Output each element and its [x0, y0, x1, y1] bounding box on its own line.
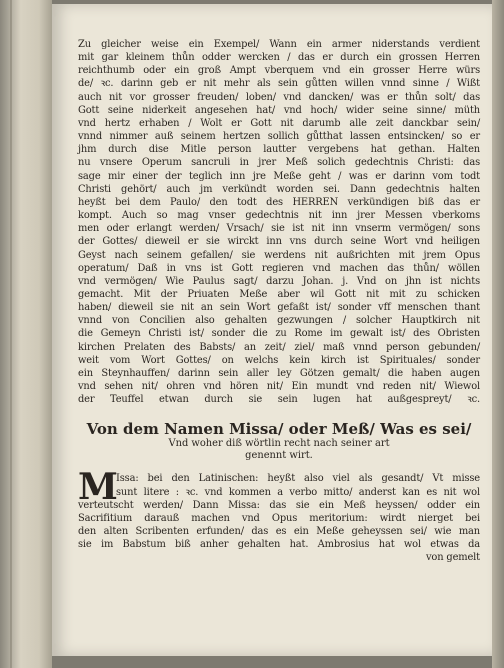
- text-line: verteutscht werden/ Dann Missa: das sie ein Meß heyssen/ odder ein: [78, 499, 480, 511]
- text-line: de/ ꝛc. darinn geb er nit mehr als sein gůtten willen vnnd sinne / Wißt: [78, 78, 480, 90]
- section-paragraph: [78, 466, 480, 564]
- catchword: von gemelt: [425, 552, 480, 564]
- page-text: [78, 38, 480, 564]
- text-line: ein Steynhauffen/ darinn sein aller ley Götzen gemalt/ die haben augen: [78, 367, 480, 379]
- text-line: operatum/ Daß in vns ist Gott regieren vnd machen das thůn/ wöllen: [78, 262, 480, 274]
- section-heading: [78, 420, 480, 462]
- text-line: Sacrifitium darauß machen vnd Opus meritorium: wirdt nierget bei: [78, 512, 480, 524]
- text-line: vnd hertz erhaben / Wolt er Gott nit darumb alle zeit danckbar sein/: [78, 117, 480, 129]
- text-line: jhm durch dise Mitle person lautter vergebens hat gethan. Halten: [78, 144, 480, 156]
- facing-page-edge: [0, 0, 52, 668]
- text-line: heyßt bei dem Paulo/ den todt des HERREN verkündigen biß das er: [78, 196, 480, 208]
- text-line: mit gar kleinem thůn odder wercken / das er durch ein grossen Herren: [78, 52, 480, 64]
- text-line: weit vom Wort Gottes/ on welchs kein kirch ist Spirituales/ sonder: [78, 354, 480, 366]
- text-line: vnd vermögen/ Wie Paulus sagt/ darzu Johan. j. Vnd on jhn ist nichts: [78, 275, 480, 287]
- text-line: haben/ dieweil sie nit an sein Wort gefaßt ist/ sonder vff menschen thant: [78, 302, 480, 314]
- text-line: reichthumb oder ein groß Ampt vberquem vnd ein grosser Herre würs: [78, 65, 480, 77]
- text-line: sie im Babstum biß anher gehalten hat. Ambrosius hat wol etwas da: [78, 539, 480, 551]
- text-line: Christi gehört/ auch jm verkündt worden sei. Dann gedechtnis halten: [78, 183, 480, 195]
- text-line: sage mir einer der teglich inn jre Meße geht / was er darinn vom todt: [78, 170, 480, 182]
- page-fore-edge: [492, 0, 504, 668]
- text-line: sunt litere : ꝛc. vnd kommen a verbo mitto/ anderst kan es nit wol: [116, 486, 480, 498]
- text-line: kompt. Auch so mag vnser gedechtnis nit inn jrer Messen vberkoms: [78, 210, 480, 222]
- heading-title: Von dem Namen Missa/ oder Meß/ Was es sei/: [86, 420, 472, 439]
- text-line: nu vnsere Operum sancruli in jrer Meß solich gedechtnis Christi: das: [78, 157, 480, 169]
- text-line: Zu gleicher weise ein Exempel/ Wann ein armer niderstands verdient: [78, 39, 480, 50]
- text-line: der Gottes/ dieweil er sie wirckt inn vns durch seine Wort vnd heiligen: [78, 236, 480, 248]
- decorated-initial: M: [78, 466, 118, 509]
- heading-subtitle-2: genennt wirt.: [245, 450, 313, 462]
- text-line: Issa: bei den Latinischen: heyßt also viel als gesandt/ Vt misse: [116, 473, 480, 485]
- text-line: die Gemeyn Christi ist/ sonder die zu Rome im gewalt ist/ des Obristen: [78, 328, 480, 340]
- text-line: gemacht. Mit der Priuaten Meße aber wil Gott nit mit zu schicken: [78, 288, 480, 300]
- text-line: der Teuffel etwan durch sie sein lugen hat außgespreyt/ ꝛc.: [78, 394, 480, 406]
- text-line: vnnd nimmer auß seinem hertzen sollich gůtthat lassen entsincken/ so er: [78, 131, 480, 143]
- body-paragraph: [78, 38, 480, 406]
- text-line: vnd sehen nit/ ohren vnd hören nit/ Ein mundt vnd reden nit/ Wiewol: [78, 381, 480, 393]
- text-line: den alten Scribenten erfunden/ das es ein Meße geheyssen sei/ wie man: [78, 526, 480, 537]
- text-line: Gott seine niderkeit angesehen hat/ vnd hoch/ wider seine sinne/ müth: [78, 104, 480, 116]
- text-line: auch nit vor grosser freuden/ loben/ vnd dancken/ was er thůn solt/ das: [78, 91, 480, 103]
- heading-subtitle-1: Vnd woher diß wörtlin recht nach seiner art: [168, 438, 390, 450]
- text-line: kirchen Prelaten des Babsts/ an zeit/ ziel/ maß vnnd person gebunden/: [78, 341, 480, 353]
- text-line: vnnd von Concilien also gehalten gezwungen / solcher Hauptkirch nit: [78, 315, 480, 327]
- text-line: Geyst nach seinem gefallen/ sie werdens nit außrichten mit jrem Opus: [78, 249, 480, 261]
- text-line: men oder erlangt werden/ Vrsach/ sie ist nit inn vnserm vermögen/ sons: [78, 223, 480, 235]
